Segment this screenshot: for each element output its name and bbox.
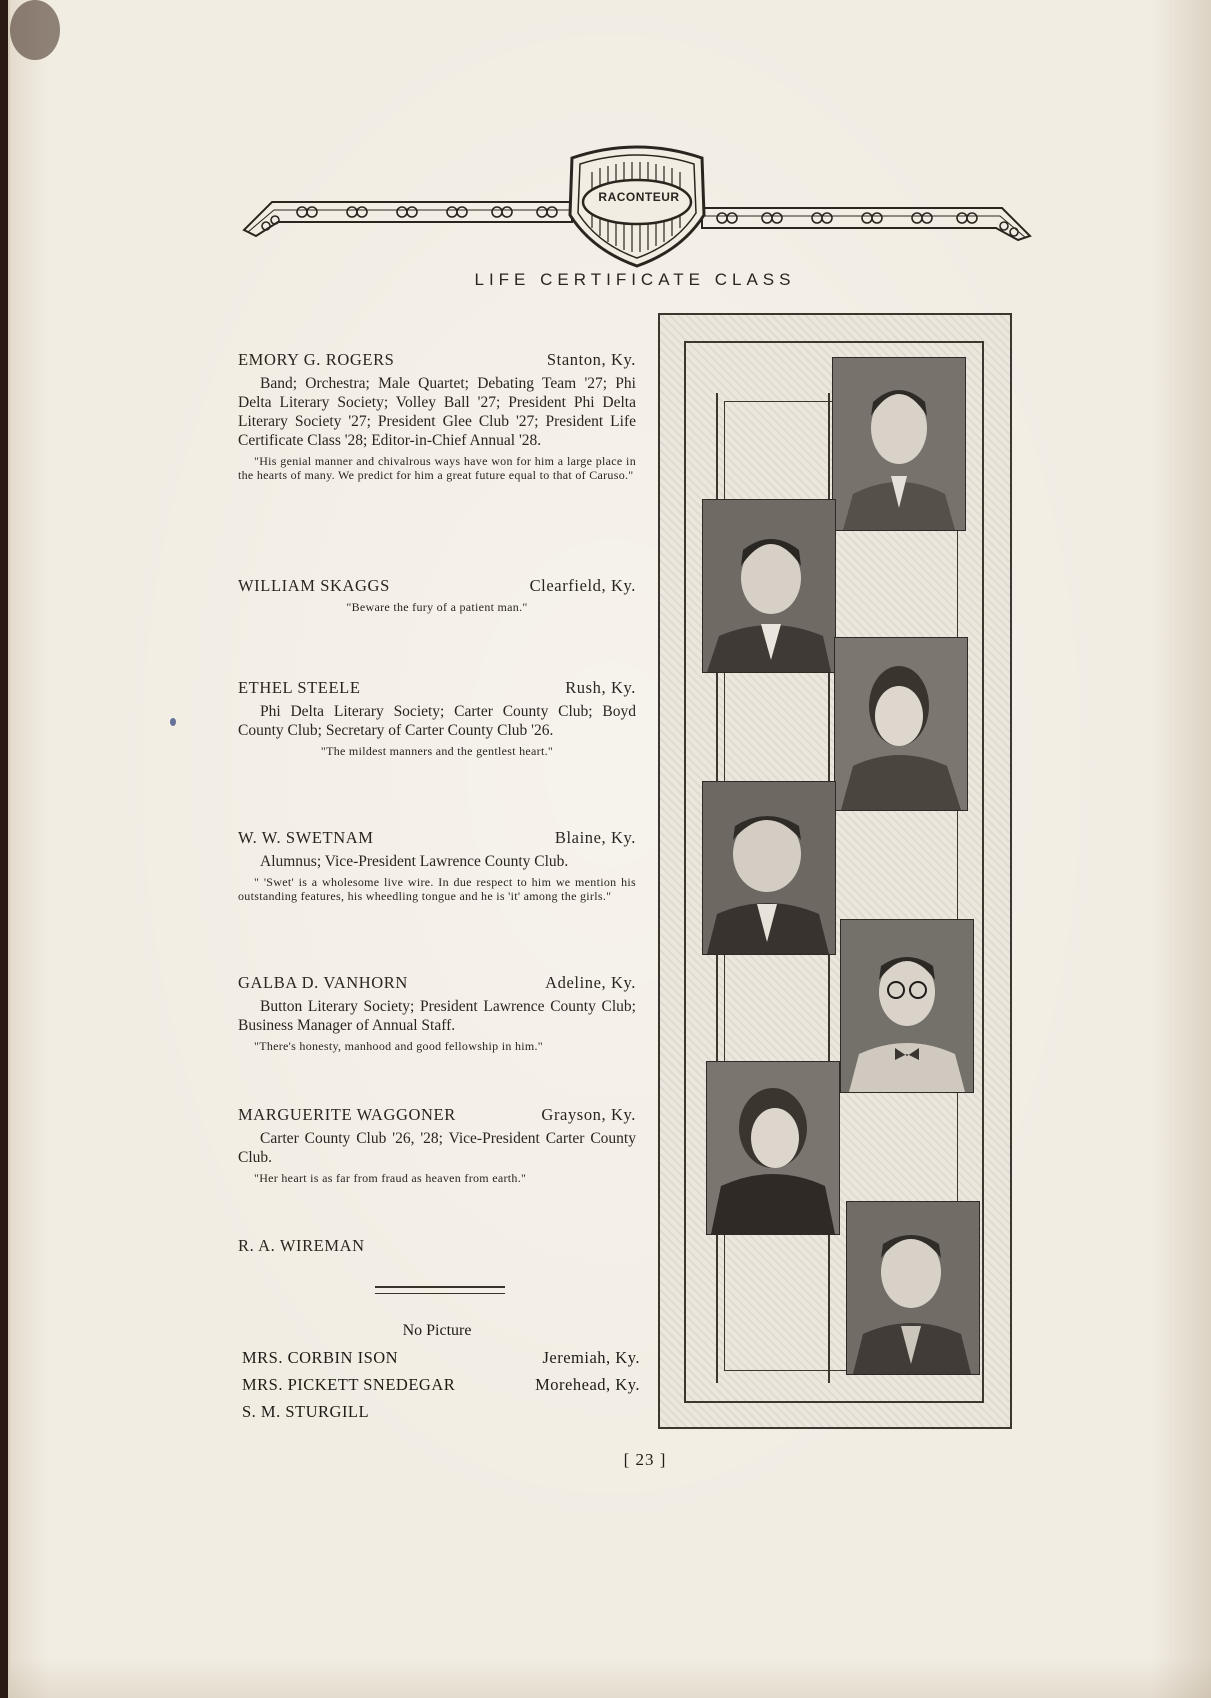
- no-picture-heading: No Picture: [402, 1322, 472, 1339]
- no-picture-name: MRS. PICKETT SNEDEGAR: [242, 1375, 456, 1394]
- paper-stain: [10, 0, 60, 60]
- no-picture-town: Jeremiah, Ky.: [542, 1348, 640, 1367]
- portrait-marguerite-waggoner: [706, 1061, 840, 1235]
- student-name: R. A. WIREMAN: [238, 1236, 365, 1255]
- no-picture-row: [242, 1402, 640, 1422]
- student-name: MARGUERITE WAGGONER: [238, 1105, 456, 1124]
- student-name: GALBA D. VANHORN: [238, 973, 408, 992]
- page-number: [ 23 ]: [623, 1450, 667, 1469]
- section-divider: [375, 1286, 505, 1294]
- portrait-galba-vanhorn: [840, 919, 974, 1093]
- no-picture-name: MRS. CORBIN ISON: [242, 1348, 399, 1367]
- student-name: EMORY G. ROGERS: [238, 350, 395, 369]
- raconteur-header-ornament: [242, 140, 1032, 270]
- entry-emory-rogers: [238, 350, 636, 482]
- portrait-emory-rogers: [832, 357, 966, 531]
- student-town: Stanton, Ky.: [546, 350, 636, 369]
- portrait-ww-swetnam: [702, 781, 836, 955]
- paper-stain: [170, 718, 176, 726]
- student-activities: Band; Orchestra; Male Quartet; Debating Team '27; Phi Delta Literary Society; Volley Ball '27; President Phi Delta Literary Society '27; President Glee Club '27; President Life Certificate Class '28; Editor-in-Chief Annual '28.: [238, 375, 636, 449]
- no-picture-row: [242, 1348, 640, 1368]
- entry-william-skaggs: [238, 576, 636, 614]
- student-town: Blaine, Ky.: [554, 828, 636, 847]
- student-activities: Phi Delta Literary Society; Carter County Club; Boyd County Club; Secretary of Carter County Club '26.: [238, 703, 636, 739]
- photo-panel: [658, 313, 1012, 1429]
- no-picture-row: [242, 1375, 640, 1395]
- student-quote: "There's honesty, manhood and good fellowship in him.": [254, 1039, 544, 1053]
- student-name: ETHEL STEELE: [238, 678, 361, 697]
- student-quote: "Her heart is as far from fraud as heaven from earth.": [254, 1171, 527, 1185]
- student-quote: "The mildest manners and the gentlest heart.": [320, 744, 554, 758]
- page-title: LIFE CERTIFICATE CLASS: [474, 270, 796, 289]
- no-picture-name: S. M. STURGILL: [242, 1402, 370, 1421]
- student-quote: " 'Swet' is a wholesome live wire. In due respect to him we mention his outstanding features, his wheedling tongue and he is 'it' among the girls.": [238, 875, 636, 903]
- student-activities: Button Literary Society; President Lawrence County Club; Business Manager of Annual Staff.: [238, 998, 636, 1034]
- emblem-text: RACONTEUR: [598, 190, 680, 204]
- entry-ethel-steele: [238, 678, 636, 758]
- portrait-ra-wireman: [846, 1201, 980, 1375]
- student-name: WILLIAM SKAGGS: [238, 576, 390, 595]
- no-picture-town: Morehead, Ky.: [535, 1375, 640, 1394]
- student-quote: "His genial manner and chivalrous ways have won for him a large place in the hearts of many. We predict for him a great future equal to that of Caruso.": [238, 454, 636, 482]
- yearbook-page: [8, 0, 1211, 1698]
- student-town: Clearfield, Ky.: [529, 576, 636, 595]
- entry-ww-swetnam: [238, 828, 636, 903]
- student-quote: "Beware the fury of a patient man.": [346, 600, 528, 614]
- student-town: Rush, Ky.: [565, 678, 636, 697]
- student-town: Adeline, Ky.: [545, 973, 636, 992]
- student-name: W. W. SWETNAM: [238, 828, 374, 847]
- student-town: Grayson, Ky.: [541, 1105, 636, 1124]
- entry-ra-wireman: [238, 1236, 636, 1256]
- student-activities: Alumnus; Vice-President Lawrence County Club.: [260, 853, 569, 870]
- student-activities: Carter County Club '26, '28; Vice-President Carter County Club.: [238, 1130, 636, 1166]
- portrait-ethel-steele: [834, 637, 968, 811]
- entry-galba-vanhorn: [238, 973, 636, 1053]
- entry-marguerite-waggoner: [238, 1105, 636, 1185]
- portrait-william-skaggs: [702, 499, 836, 673]
